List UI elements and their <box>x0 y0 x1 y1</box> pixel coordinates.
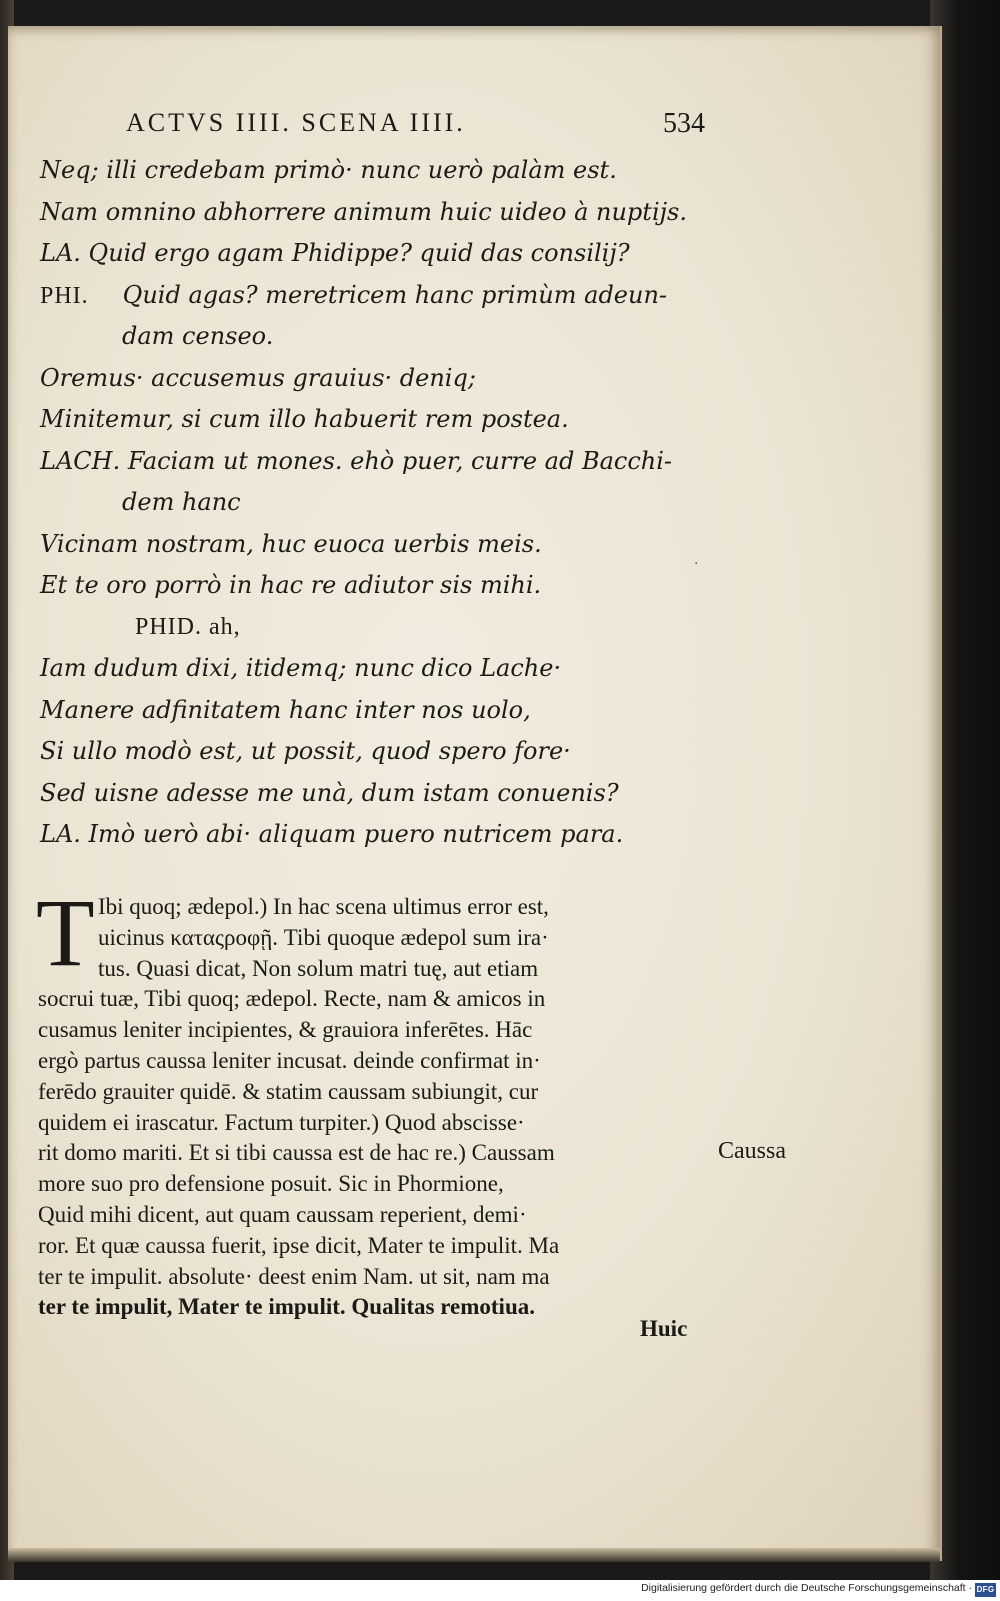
running-head: ACTVS IIII. SCENA IIII. <box>126 108 466 137</box>
page-number: 534 <box>663 108 705 139</box>
verse-line: LA. Quid ergo agam Phidippe? quid das consilij? <box>40 239 630 267</box>
stray-ink-mark: · <box>694 556 699 572</box>
verse-line: Neq; illi credebam primò· nunc uerò palàm est. <box>40 156 617 184</box>
verse-line-continuation: dem hanc <box>122 488 241 516</box>
verse-line: LA. Imò uerò abi· aliquam puero nutricem para. <box>40 820 624 848</box>
commentary-line: ter te impulit, Mater te impulit. Qualitas remotiua. <box>38 1294 535 1320</box>
verse-line: Si ullo modò est, ut possit, quod spero fore· <box>40 737 571 765</box>
commentary-line: rit domo mariti. Et si tibi caussa est de hac re.) Caussam <box>38 1140 555 1166</box>
verse-line: Sed uisne adesse me unà, dum istam conuenis? <box>40 778 619 807</box>
footer-credit: Digitalisierung gefördert durch die Deutsche Forschungsgemeinschaft · <box>641 1582 972 1594</box>
commentary-block <box>38 892 718 1323</box>
verse-line-continuation: dam censeo. <box>122 322 274 350</box>
verse-line: Nam omnino abhorrere animum huic uideo à nuptijs. <box>40 197 688 226</box>
commentary-line: tus. Quasi dicat, Non solum matri tuę, aut etiam <box>98 955 539 981</box>
speaker-label: PHI. <box>40 282 89 309</box>
verse-line: Oremus· accusemus grauius· deniq; <box>40 363 476 392</box>
verse-line: LACH. Faciam ut mones. ehò puer, curre ad Bacchi- <box>40 446 673 475</box>
verse-text: Quid agas? meretricem hanc primùm adeun- <box>122 280 668 309</box>
commentary-line: socrui tuæ, Tibi quoq; ædepol. Recte, nam & amicos in <box>38 986 546 1012</box>
commentary-line: ferēdo grauiter quidē. & statim caussam subiungit, cur <box>38 1078 539 1104</box>
verse-block <box>40 150 720 856</box>
commentary-line: ter te impulit. absolute· deest enim Nam. ut sit, nam ma <box>38 1263 550 1289</box>
verse-line-with-speaker <box>40 275 720 317</box>
commentary-line: Quid mihi dicent, aut quam caussam reperient, demi· <box>38 1201 527 1227</box>
commentary-line: more suo pro defensione posuit. Sic in Phormione, <box>38 1171 504 1197</box>
commentary-line: uicinus καταςροφῇ. Tibi quoque ædepol sum ira· <box>98 924 549 950</box>
drop-cap-initial: T <box>36 879 95 986</box>
verse-line: Vicinam nostram, huc euoca uerbis meis. <box>40 529 542 558</box>
commentary-line: cusamus leniter incipientes, & grauiora inferētes. Hāc <box>38 1017 533 1043</box>
page-bottom-edge <box>8 1548 940 1562</box>
margin-note: Caussa <box>718 1138 786 1164</box>
verse-line: Iam dudum dixi, itidemq; nunc dico Lache· <box>40 654 562 682</box>
commentary-line: ror. Et quæ caussa fuerit, ipse dicit, Mater te impulit. Ma <box>38 1232 560 1258</box>
verse-line: Et te oro porrò in hac re adiutor sis mihi. <box>40 571 542 599</box>
verse-line: Minitemur, si cum illo habuerit rem postea. <box>40 405 569 433</box>
commentary-line: quidem ei irascatur. Factum turpiter.) Quod abscisse· <box>38 1109 525 1135</box>
commentary-line: Ibi quoq; ædepol.) In hac scena ultimus error est, <box>98 894 549 919</box>
dfg-logo: DFG <box>975 1583 996 1597</box>
verse-line: Manere adfinitatem hanc inter nos uolo, <box>40 695 531 724</box>
speaker-line: PHID. ah, <box>135 613 241 640</box>
commentary-line: ergò partus caussa leniter incusat. deinde confirmat in· <box>38 1047 541 1073</box>
catchword: Huic <box>640 1316 688 1341</box>
